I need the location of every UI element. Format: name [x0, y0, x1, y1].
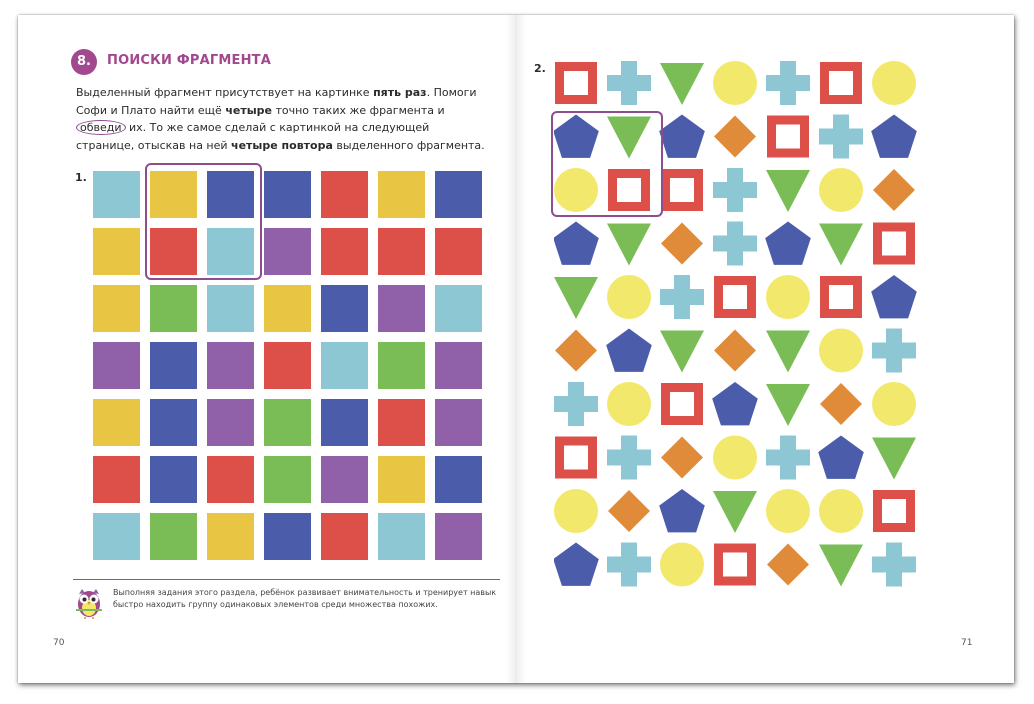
shape-circle — [766, 275, 810, 319]
grid-1-cell-lightblue — [93, 171, 140, 218]
task-title: ПОИСКИ ФРАГМЕНТА — [107, 53, 271, 68]
shape-circle — [819, 329, 863, 373]
footer-divider — [73, 579, 500, 580]
grid-1-cell-purple — [378, 285, 425, 332]
grid-1-cell-green — [150, 513, 197, 560]
grid-1-cell-yellow — [378, 456, 425, 503]
shape-circle — [607, 382, 651, 426]
instr-text-3: точно таких же фрагмента и — [271, 103, 445, 117]
shape-pentagon — [554, 543, 599, 586]
shape-square — [714, 544, 756, 586]
shape-cross — [872, 329, 916, 373]
grid-1-cell-red — [264, 342, 311, 389]
shape-cross — [660, 275, 704, 319]
shape-pentagon — [659, 115, 705, 158]
grid-1-cell-purple — [207, 399, 254, 446]
grid-1-cell-red — [378, 399, 425, 446]
footer-note: Выполняя задания этого раздела, ребёнок развивает внимательность и тренирует навык быстро находить группу одинаковых элементов среди множества похожих. — [113, 588, 497, 609]
shape-diamond — [661, 223, 703, 265]
shape-diamond — [820, 383, 862, 425]
shape-circle — [713, 436, 757, 480]
grid-1-cell-red — [321, 228, 368, 275]
shape-cross — [713, 168, 757, 212]
shape-cross — [819, 115, 863, 159]
grid-1-cell-blue — [150, 399, 197, 446]
shape-triangle — [766, 170, 810, 212]
shape-pentagon — [554, 222, 599, 265]
shape-square — [661, 169, 703, 211]
shape-pentagon — [712, 382, 758, 425]
shape-diamond — [661, 437, 703, 479]
shape-triangle — [554, 277, 598, 319]
instr-text-1: Выделенный фрагмент присутствует на картинке — [76, 86, 374, 99]
shape-cross — [554, 382, 598, 426]
shape-diamond — [714, 330, 756, 372]
book-spread — [18, 15, 1014, 683]
grid-1-cell-purple — [207, 342, 254, 389]
shape-square — [873, 490, 915, 532]
grid-1-cell-lightblue — [435, 285, 482, 332]
shape-diamond — [714, 116, 756, 158]
shape-circle — [872, 61, 916, 105]
shape-diamond — [555, 330, 597, 372]
shape-pentagon — [659, 489, 705, 532]
shape-square — [555, 62, 597, 104]
page-number-left: 70 — [53, 638, 65, 648]
shape-diamond — [767, 544, 809, 586]
shape-circle — [554, 489, 598, 533]
instr-text-2: . Помоги Софи и Плато найти ещё — [76, 86, 477, 117]
shape-cross — [766, 436, 810, 480]
exercise-2-label: 2. — [534, 62, 546, 75]
shape-circle — [766, 489, 810, 533]
shape-cross — [607, 61, 651, 105]
grid-1-cell-green — [264, 456, 311, 503]
grid-1-cell-blue — [264, 171, 311, 218]
owl-icon — [73, 586, 105, 620]
shape-triangle — [819, 224, 863, 266]
shape-triangle — [607, 224, 651, 266]
shape-triangle — [713, 491, 757, 533]
grid-1-cell-purple — [264, 228, 311, 275]
grid-1-cell-blue — [264, 513, 311, 560]
shape-square — [873, 223, 915, 265]
grid-1-cell-yellow — [93, 228, 140, 275]
shape-triangle — [819, 545, 863, 587]
grid-1-cell-yellow — [378, 171, 425, 218]
shape-circle — [872, 382, 916, 426]
right-page — [516, 15, 1014, 683]
grid-1-cell-yellow — [264, 285, 311, 332]
grid-1-cell-purple — [435, 513, 482, 560]
shape-pentagon — [871, 115, 917, 158]
shape-square — [555, 437, 597, 479]
shape-triangle — [872, 438, 916, 480]
grid-1-cell-red — [321, 513, 368, 560]
grid-1-cell-purple — [435, 342, 482, 389]
shape-pentagon — [818, 436, 864, 479]
shape-pentagon — [606, 329, 652, 372]
shape-square — [661, 383, 703, 425]
shape-cross — [872, 543, 916, 587]
shape-square — [714, 276, 756, 318]
grid-1-cell-red — [207, 456, 254, 503]
shape-circle — [607, 275, 651, 319]
grid-1-cell-yellow — [93, 399, 140, 446]
instr-bold-2: четыре — [225, 103, 272, 117]
grid-1-cell-lightblue — [321, 342, 368, 389]
shape-square — [767, 116, 809, 158]
shape-triangle — [660, 63, 704, 105]
instr-circled-word: обведи — [76, 120, 126, 135]
shape-pentagon — [765, 222, 811, 265]
grid-1-cell-blue — [321, 399, 368, 446]
grid-1-cell-green — [264, 399, 311, 446]
grid-1-cell-lightblue — [378, 513, 425, 560]
instr-text-4: их. — [125, 121, 147, 134]
instr-bold-3: четыре повтора — [231, 138, 333, 152]
grid-1-cell-blue — [150, 342, 197, 389]
page-number-right: 71 — [961, 638, 973, 648]
shape-circle — [819, 489, 863, 533]
shape-cross — [713, 222, 757, 266]
grid-1-cell-purple — [435, 399, 482, 446]
shape-circle — [819, 168, 863, 212]
grid-1-cell-red — [321, 171, 368, 218]
instr-text-5: То же самое сделай с картинкой на следующей странице, отыскав на ней — [76, 121, 430, 152]
shape-square — [820, 62, 862, 104]
shape-cross — [766, 61, 810, 105]
shape-triangle — [766, 331, 810, 373]
instr-text-6: выделенного фрагмента. — [332, 138, 485, 152]
grid-1-cell-blue — [435, 171, 482, 218]
left-page — [18, 15, 516, 683]
shape-circle — [660, 543, 704, 587]
grid-1-cell-red — [93, 456, 140, 503]
grid-1-cell-lightblue — [93, 513, 140, 560]
exercise-1-label: 1. — [75, 171, 87, 184]
shape-cross — [607, 436, 651, 480]
grid-1-cell-lightblue — [207, 285, 254, 332]
grid-1-cell-yellow — [93, 285, 140, 332]
shape-triangle — [660, 331, 704, 373]
grid-1-cell-blue — [150, 456, 197, 503]
grid-1-cell-blue — [435, 456, 482, 503]
grid-1-cell-blue — [321, 285, 368, 332]
book-gutter — [506, 15, 526, 683]
shape-pentagon — [871, 275, 917, 318]
exercise-1-highlighted-fragment — [145, 163, 262, 280]
instr-bold-1: пять раз — [373, 86, 427, 99]
shape-cross — [607, 543, 651, 587]
grid-1-cell-red — [435, 228, 482, 275]
task-instructions — [76, 84, 486, 154]
shape-square — [820, 276, 862, 318]
grid-1-cell-purple — [93, 342, 140, 389]
grid-1-cell-yellow — [207, 513, 254, 560]
grid-1-cell-purple — [321, 456, 368, 503]
shape-diamond — [873, 169, 915, 211]
shape-triangle — [766, 384, 810, 426]
grid-1-cell-green — [150, 285, 197, 332]
shape-circle — [713, 61, 757, 105]
grid-1-cell-red — [378, 228, 425, 275]
task-number-badge: 8. — [71, 49, 97, 75]
shape-diamond — [608, 490, 650, 532]
exercise-2-highlighted-fragment — [551, 111, 663, 217]
grid-1-cell-green — [378, 342, 425, 389]
